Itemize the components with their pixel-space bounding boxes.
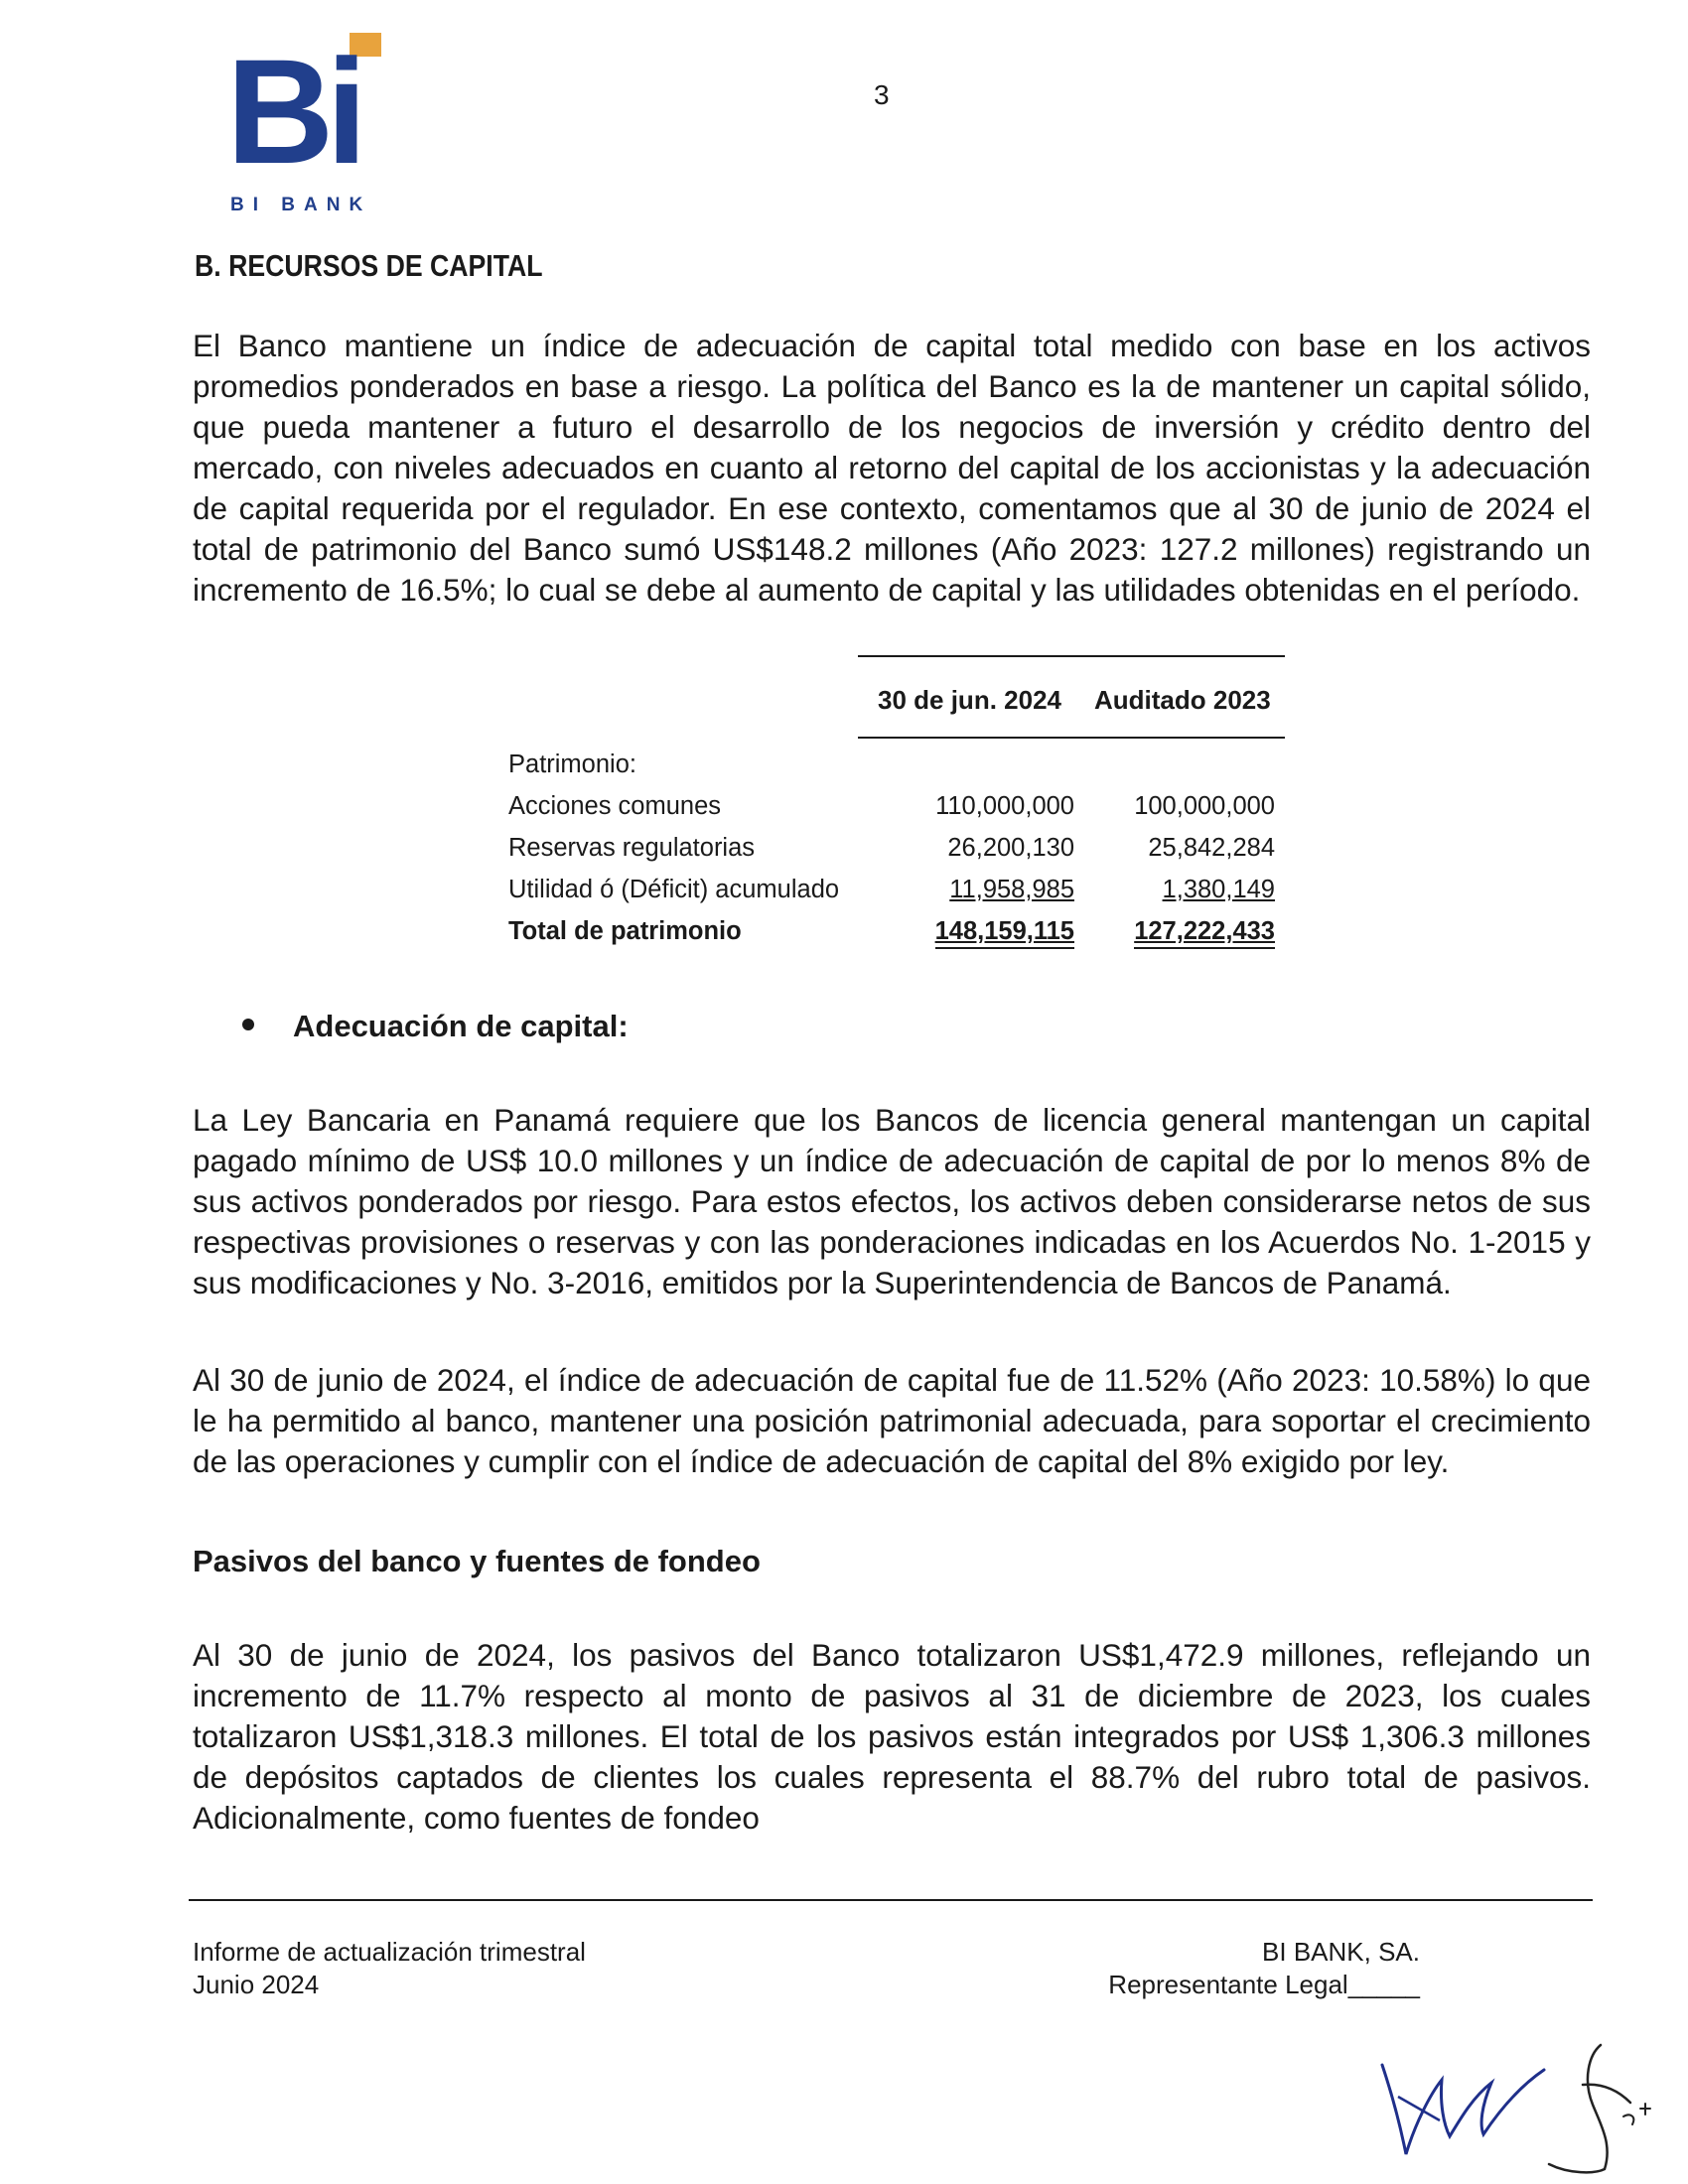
footer-period: Junio 2024: [193, 1970, 320, 1999]
column-header-2023: Auditado 2023: [1094, 685, 1271, 715]
adequacy-paragraph-1: La Ley Bancaria en Panamá requiere que los Bancos de licencia general mantengan un capital pagado mínimo de US$ 10.0 millones y un índice de adecuación de capital de por lo menos 8% de sus activos ponderados por riesgo. Para estos efectos, los activos deben considerarse netos de sus respectivas provisiones o reservas y con las ponderaciones indicadas en los Acuerdos No. 1-2015 y sus modificaciones y No. 3-2016, emitidos por la Superintendencia de Bancos de Panamá.: [193, 1102, 1591, 1300]
footer-company: BI BANK, SA.: [1262, 1937, 1420, 1967]
total-value-2023: 127,222,433: [1134, 917, 1275, 949]
table-row: [508, 834, 1283, 876]
row-value-2024: 110,000,000: [935, 792, 1074, 820]
table-header-rule: [858, 737, 1285, 739]
adequacy-heading: Adecuación de capital:: [293, 1009, 629, 1043]
table-total-row: [508, 917, 1283, 959]
row-value-2023: 1,380,149: [1162, 876, 1275, 903]
table-group-row: [508, 751, 1283, 792]
row-label: Acciones comunes: [508, 792, 722, 820]
liabilities-paragraph: Al 30 de junio de 2024, los pasivos del Banco totalizaron US$1,472.9 millones, reflejando un incremento de 11.7% respecto al monto de pasivos al 31 de diciembre de 2023, los cuales totalizaron US$1,318.3 millones. El total de los pasivos están integrados por US$ 1,306.3 millones de depósitos captados de clientes los cuales representa el 88.7% del rubro total de pasivos. Adicionalmente, como fuentes de fondeo: [193, 1637, 1591, 1836]
svg-text:Bi: Bi: [226, 30, 359, 195]
column-header-2024: 30 de jun. 2024: [878, 685, 1061, 715]
footer-left: [193, 1936, 586, 2001]
row-value-2023: 25,842,284: [1148, 834, 1275, 862]
row-value-2024: 11,958,985: [949, 876, 1074, 903]
bi-bank-logo: [226, 30, 395, 218]
section-title: B. RECURSOS DE CAPITAL: [195, 248, 543, 283]
row-label: Reservas regulatorias: [508, 834, 756, 862]
footer-right: [1082, 1936, 1420, 2001]
group-label: Patrimonio:: [508, 751, 636, 778]
row-value-2024: 26,200,130: [947, 834, 1074, 862]
handwritten-signature: [1370, 2025, 1658, 2179]
footer-report-name: Informe de actualización trimestral: [193, 1937, 586, 1967]
total-value-2024: 148,159,115: [935, 917, 1074, 949]
table-top-rule: [858, 655, 1285, 657]
logo-caption: BI BANK: [230, 195, 372, 215]
capital-intro-paragraph: El Banco mantiene un índice de adecuación de capital total medido con base en los activos promedios ponderados en base a riesgo. La política del Banco es la de mantener un capital sólido, que pueda mantener a futuro el desarrollo de los negocios de inversión y crédito dentro del mercado, con niveles adecuados en cuanto al retorno del capital de los accionistas y la adecuación de capital requerida por el regulador. En ese contexto, comentamos que al 30 de junio de 2024 el total de patrimonio del Banco sumó US$148.2 millones (Año 2023: 127.2 millones) registrando un incremento de 16.5%; lo cual se debe al aumento de capital y las utilidades obtenidas en el período.: [193, 328, 1591, 608]
row-value-2023: 100,000,000: [1134, 792, 1275, 820]
footer-rule: [189, 1899, 1593, 1901]
adequacy-paragraph-2: Al 30 de junio de 2024, el índice de adecuación de capital fue de 11.52% (Año 2023: 10.58%) lo que le ha permitido al banco, mantener una posición patrimonial adecuada, para soportar el crecimiento de las operaciones y cumplir con el índice de adecuación de capital del 8% exigido por ley.: [193, 1362, 1591, 1479]
footer-legal-rep: Representante Legal_____: [1108, 1970, 1420, 1999]
page-number: 3: [874, 79, 890, 110]
total-label: Total de patrimonio: [508, 917, 742, 945]
table-row: [508, 876, 1283, 917]
table-row: [508, 792, 1283, 834]
row-label: Utilidad ó (Déficit) acumulado: [508, 876, 840, 903]
liabilities-heading: Pasivos del banco y fuentes de fondeo: [193, 1544, 761, 1578]
bullet-icon: [242, 1019, 254, 1030]
